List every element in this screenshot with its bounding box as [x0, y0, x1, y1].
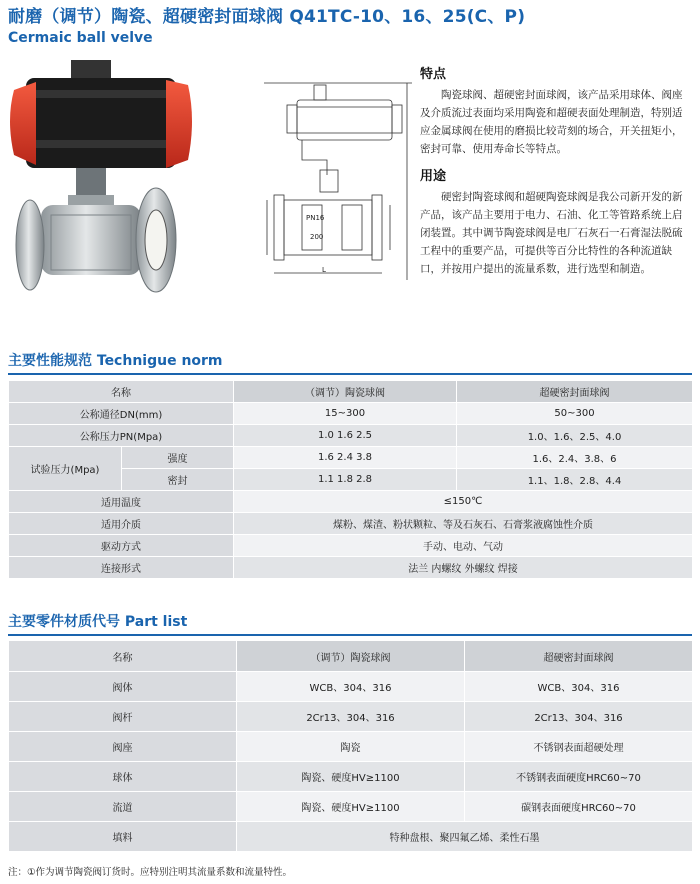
parts-ceramic: 陶瓷	[237, 732, 465, 762]
spec-dn-label: 公称通径DN(mm)	[9, 403, 234, 425]
table-row	[9, 425, 693, 447]
parts-packing-value: 特种盘根、聚四氟乙烯、柔性石墨	[237, 822, 693, 852]
parts-name: 阀体	[9, 672, 237, 702]
table-row	[9, 641, 693, 672]
spec-pn-hard: 1.0、1.6、2.5、4.0	[457, 425, 693, 447]
parts-hard: 2Cr13、304、316	[465, 702, 693, 732]
parts-name: 球体	[9, 762, 237, 792]
parts-hard: 不锈钢表面硬度HRC60~70	[465, 762, 693, 792]
spec-strength-hard: 1.6、2.4、3.8、6	[457, 447, 693, 469]
parts-table	[8, 640, 693, 852]
parts-ceramic: 陶瓷、硬度HV≥1100	[237, 762, 465, 792]
table-row	[9, 557, 693, 579]
page-title: 耐磨（调节）陶瓷、超硬密封面球阀 Q41TC-10、16、25(C、P)	[8, 7, 526, 27]
spec-table	[8, 380, 693, 579]
spec-seal-hard: 1.1、1.8、2.8、4.4	[457, 469, 693, 491]
parts-ceramic: WCB、304、316	[237, 672, 465, 702]
parts-hard: 不锈钢表面超硬处理	[465, 732, 693, 762]
page-subtitle: Cermaic ball velve	[8, 30, 153, 46]
usage-heading: 用途	[420, 169, 447, 184]
drawing-l-label: L	[322, 266, 326, 274]
spec-header-name: 名称	[9, 381, 234, 403]
spec-medium-value: 煤粉、煤渣、粉状颗粒、等及石灰石、石膏浆液腐蚀性介质	[234, 513, 693, 535]
parts-divider	[8, 634, 692, 636]
ball-valve-photo	[6, 60, 196, 305]
spec-drive-label: 驱动方式	[9, 535, 234, 557]
parts-name: 流道	[9, 792, 237, 822]
spec-drive-value: 手动、电动、气动	[234, 535, 693, 557]
usage-text: 硬密封陶瓷球阀和超硬陶瓷球阀是我公司新开发的新产品，该产品主要用于电力、石油、化工等管路系统上启闭装置。其中调节陶瓷球阀是电厂石灰石一石膏湿法脱硫工程中的重要产品，可提供等百分比特性的各种流道缺口，并按用户提出的流量系数，进行选型和制造。	[420, 191, 683, 275]
table-row	[9, 447, 693, 469]
spec-seal-label: 密封	[122, 469, 234, 491]
table-row	[9, 792, 693, 822]
features-text: 陶瓷球阀、超硬密封面球阀，该产品采用球体、阀座及介质流过表面均采用陶瓷和超硬表面处理制造，特别适应金属球阀在使用的磨损比较苛刻的场合，开关扭矩小，密封可靠、使用寿命长等特点。	[420, 89, 683, 155]
parts-packing-name: 填料	[9, 822, 237, 852]
footnote: 注：①作为调节陶瓷阀订货时。应特别注明其流量系数和流量特性。	[8, 867, 293, 878]
table-row	[9, 535, 693, 557]
parts-hard: 碳钢表面硬度HRC60~70	[465, 792, 693, 822]
spec-section-title: 主要性能规范 Technigue norm	[8, 353, 223, 369]
spec-temp-label: 适用温度	[9, 491, 234, 513]
table-row	[9, 672, 693, 702]
spec-medium-label: 适用介质	[9, 513, 234, 535]
spec-seal-ceramic: 1.1 1.8 2.8	[234, 469, 457, 491]
parts-name: 阀座	[9, 732, 237, 762]
spec-dn-hard: 50~300	[457, 403, 693, 425]
spec-divider	[8, 373, 692, 375]
table-row	[9, 732, 693, 762]
spec-header-ceramic: （调节）陶瓷球阀	[234, 381, 457, 403]
parts-section-title: 主要零件材质代号 Part list	[8, 614, 188, 630]
table-row	[9, 491, 693, 513]
table-row	[9, 381, 693, 403]
parts-ceramic: 陶瓷、硬度HV≥1100	[237, 792, 465, 822]
features-block	[420, 66, 692, 158]
table-row	[9, 513, 693, 535]
spec-conn-label: 连接形式	[9, 557, 234, 579]
valve-technical-drawing	[262, 75, 422, 290]
spec-header-hard: 超硬密封面球阀	[457, 381, 693, 403]
spec-temp-value: ≤150℃	[234, 491, 693, 513]
table-row	[9, 822, 693, 852]
spec-strength-label: 强度	[122, 447, 234, 469]
table-row	[9, 762, 693, 792]
parts-header-ceramic: （调节）陶瓷球阀	[237, 641, 465, 672]
parts-hard: WCB、304、316	[465, 672, 693, 702]
usage-block	[420, 168, 692, 278]
spec-pn-label: 公称压力PN(Mpa)	[9, 425, 234, 447]
drawing-dn-label: 200	[310, 233, 324, 241]
table-row	[9, 403, 693, 425]
spec-pn-ceramic: 1.0 1.6 2.5	[234, 425, 457, 447]
spec-strength-ceramic: 1.6 2.4 3.8	[234, 447, 457, 469]
parts-name: 阀杆	[9, 702, 237, 732]
parts-header-name: 名称	[9, 641, 237, 672]
drawing-pn-label: PN16	[306, 214, 325, 222]
spec-dn-ceramic: 15~300	[234, 403, 457, 425]
spec-test-label: 试验压力(Mpa)	[9, 447, 122, 491]
features-heading: 特点	[420, 67, 447, 82]
parts-header-hard: 超硬密封面球阀	[465, 641, 693, 672]
parts-ceramic: 2Cr13、304、316	[237, 702, 465, 732]
spec-conn-value: 法兰 内螺纹 外螺纹 焊接	[234, 557, 693, 579]
table-row	[9, 702, 693, 732]
